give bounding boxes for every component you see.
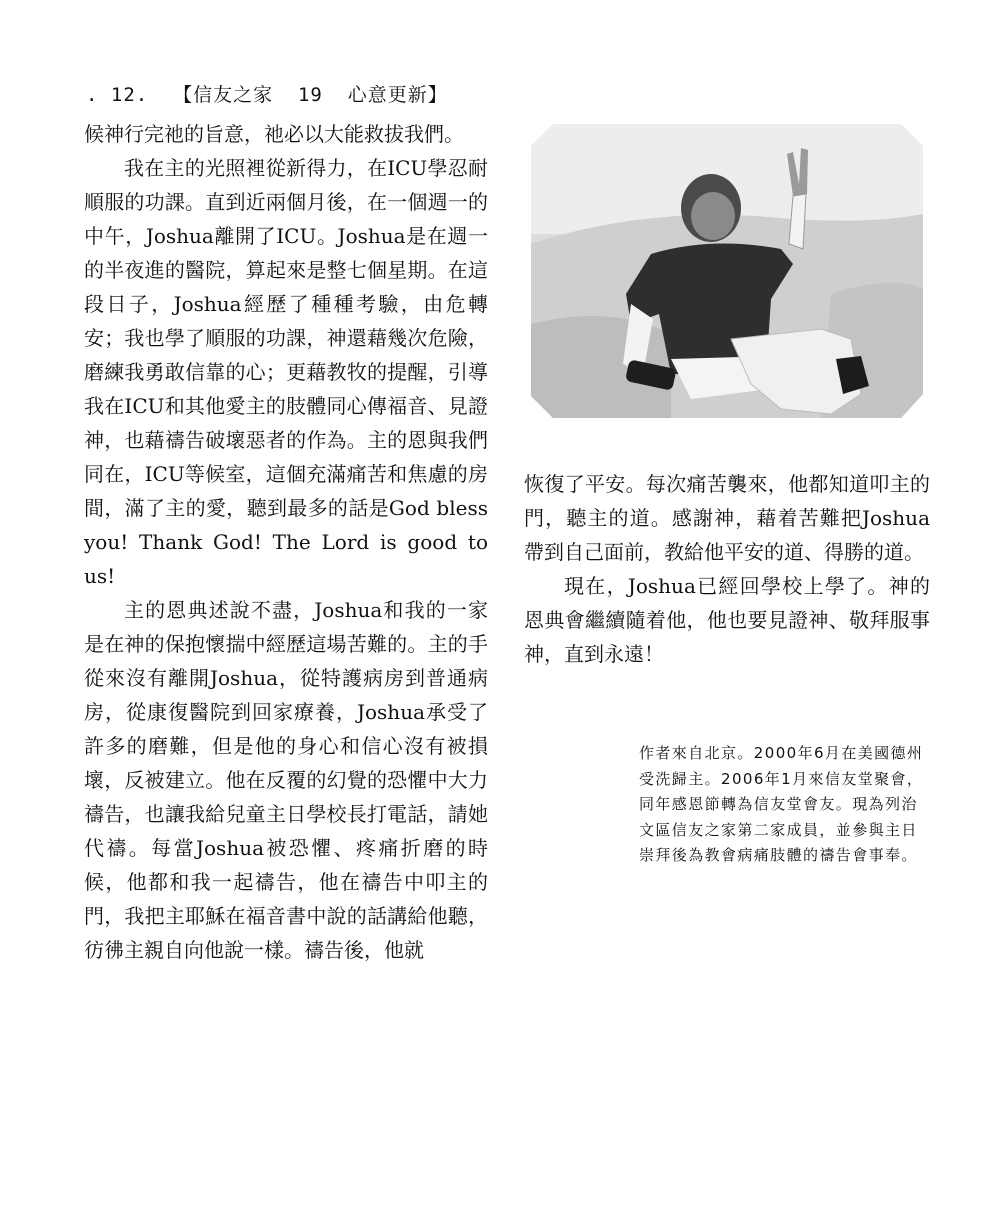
author-bio (639, 741, 929, 869)
paragraph: 現在，Joshua已經回學校上學了。神的恩典會繼續隨着他，他也要見證神、敬拜服事神，直到永遠！ (524, 574, 930, 666)
left-column (84, 117, 488, 967)
paragraph: 候神行完祂的旨意，祂必以大能救拔我們。 (84, 122, 464, 146)
paragraph: 主的恩典述說不盡，Joshua和我的一家是在神的保抱懷揣中經歷這場苦難的。主的手從來沒有離開Joshua，從特護病房到普通病房，從康復醫院到回家療養，Joshua承受了許多的磨難，但是他的身心和信心沒有被損壞，反被建立。他在反覆的幻覺的恐懼中大力禱告，也讓我給兒童主日學校長打電話，請她代禱。每當Joshua被恐懼、疼痛折磨的時候，他都和我一起禱告，他在禱告中叩主的門，我把主耶穌在福音書中說的話講給他聽，彷彿主親自向他說一樣。禱告後，他就 (84, 598, 488, 962)
paragraph: 我在主的光照裡從新得力，在ICU學忍耐順服的功課。直到近兩個月後，在一個週一的中午，Joshua離開了ICU。Joshua是在週一的半夜進的醫院，算起來是整七個星期。在這段日子，Joshua經歷了種種考驗，由危轉安；我也學了順服的功課，神還藉幾次危險，磨練我勇敢信靠的心；更藉教牧的提醒，引導我在ICU和其他愛主的肢體同心傳福音、見證神，也藉禱告破壞惡者的作為。主的恩與我們同在，ICU等候室，這個充滿痛苦和焦慮的房間，滿了主的愛，聽到最多的話是God bless you! Thank God! The Lord is good to us! (84, 156, 488, 588)
paragraph: 恢復了平安。每次痛苦襲來，他都知道叩主的門，聽主的道。感謝神，藉着苦難把Joshua帶到自己面前，教給他平安的道、得勝的道。 (524, 472, 930, 564)
photo-boy-waving (531, 124, 923, 418)
right-column (524, 467, 930, 671)
bio-text: 作者來自北京。2000年6月在美國德州受洗歸主。2006年1月來信友堂聚會，同年感恩節轉為信友堂會友。現為列治文區信友之家第二家成員，並參與主日崇拜後為教會病痛肢體的禱告會事奉。 (639, 744, 924, 864)
page-header: . 12. 【信友之家 19 心意更新】 (86, 84, 448, 106)
